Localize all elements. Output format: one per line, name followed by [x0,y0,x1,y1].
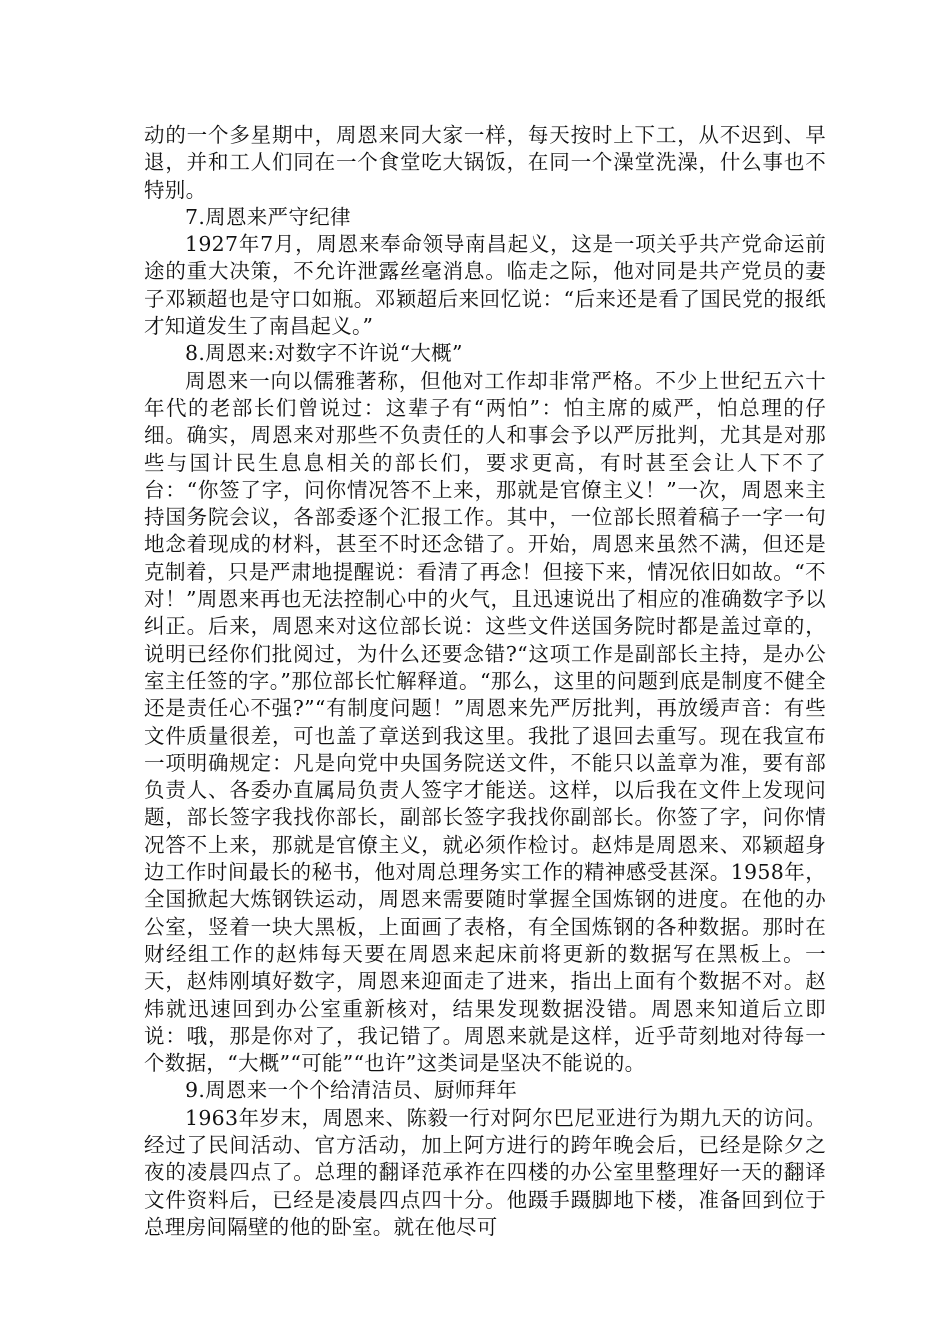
paragraph-continuation: 动的一个多星期中，周恩来同大家一样，每天按时上下工，从不迟到、早退，并和工人们同在一个食堂吃大锅饭，在同一个澡堂洗澡，什么事也不特别。 [144,123,826,202]
section-heading-7: 7.周恩来严守纪律 [185,204,351,229]
paragraph-nanchang-uprising: 1927年7月，周恩来奉命领导南昌起义，这是一项关乎共产党命运前途的重大决策，不允许泄露丝毫消息。临走之际，他对同是共产党员的妻子邓颖超也是守口如瓶。邓颖超后来回忆说：“后来还是看了国民党的报纸才知道发生了南昌起义。” [144,232,826,339]
section-heading-8: 8.周恩来:对数字不许说“大概” [185,341,463,366]
document-page [144,122,826,1241]
section-heading-9: 9.周恩来一个个给清洁员、厨师拜年 [185,1078,518,1103]
paragraph-albania-visit: 1963年岁末，周恩来、陈毅一行对阿尔巴尼亚进行为期九天的访问。经过了民间活动、官方活动，加上阿方进行的跨年晚会后，已经是除夕之夜的凌晨四点了。总理的翻译范承祚在四楼的办公室里整理好一天的翻译文件资料后，已经是凌晨四点四十分。他蹑手蹑脚地下楼，准备回到位于总理房间隔壁的他的卧室。就在他尽可 [144,1105,826,1239]
paragraph-numbers: 周恩来一向以儒雅著称，但他对工作却非常严格。不少上世纪五六十年代的老部长们曾说过：这辈子有“两怕”：怕主席的威严，怕总理的仔细。确实，周恩来对那些不负责任的人和事会予以严厉批判，尤其是对那些与国计民生息息相关的部长们，要求更高，有时甚至会让人下不了台：“你签了字，问你情况答不上来，那就是官僚主义！”一次，周恩来主持国务院会议，各部委逐个汇报工作。其中，一位部长照着稿子一字一句地念着现成的材料，甚至不时还念错了。开始，周恩来虽然不满，但还是克制着，只是严肃地提醒说：看清了再念！但接下来，情况依旧如故。“不对！”周恩来再也无法控制心中的火气，且迅速说出了相应的准确数字予以纠正。后来，周恩来对这位部长说：这些文件送国务院时都是盖过章的，说明已经你们批阅过，为什么还要念错?“这项工作是副部长主持，是办公室主任签的字。”那位部长忙解释道。“那么，这里的问题到底是制度不健全还是责任心不强?”“有制度问题！”周恩来先严厉批判，再放缓声音：有些文件质量很差，可也盖了章送到我这里。我批了退回去重写。现在我宣布一项明确规定：凡是向党中央国务院送文件，不能只以盖章为准，要有部负责人、各委办直属局负责人签字才能送。这样，以后我在文件上发现问题，部长签字我找你部长，副部长签字我找你副部长。你签了字，问你情况答不上来，那就是官僚主义，就必须作检讨。赵炜是周恩来、邓颖超身边工作时间最长的秘书，他对周总理务实工作的精神感受甚深。1958年，全国掀起大炼钢铁运动，周恩来需要随时掌握全国炼钢的进度。在他的办公室，竖着一块大黑板，上面画了表格，有全国炼钢的各种数据。那时在财经组工作的赵炜每天要在周恩来起床前将更新的数据写在黑板上。一天，赵炜刚填好数字，周恩来迎面走了进来，指出上面有个数据不对。赵炜就迅速回到办公室重新核对，结果发现数据没错。周恩来知道后立即说：哦，那是你对了，我记错了。周恩来就是这样，近乎苛刻地对待每一个数据，“大概”“可能”“也许”这类词是坚决不能说的。 [144,368,826,1076]
